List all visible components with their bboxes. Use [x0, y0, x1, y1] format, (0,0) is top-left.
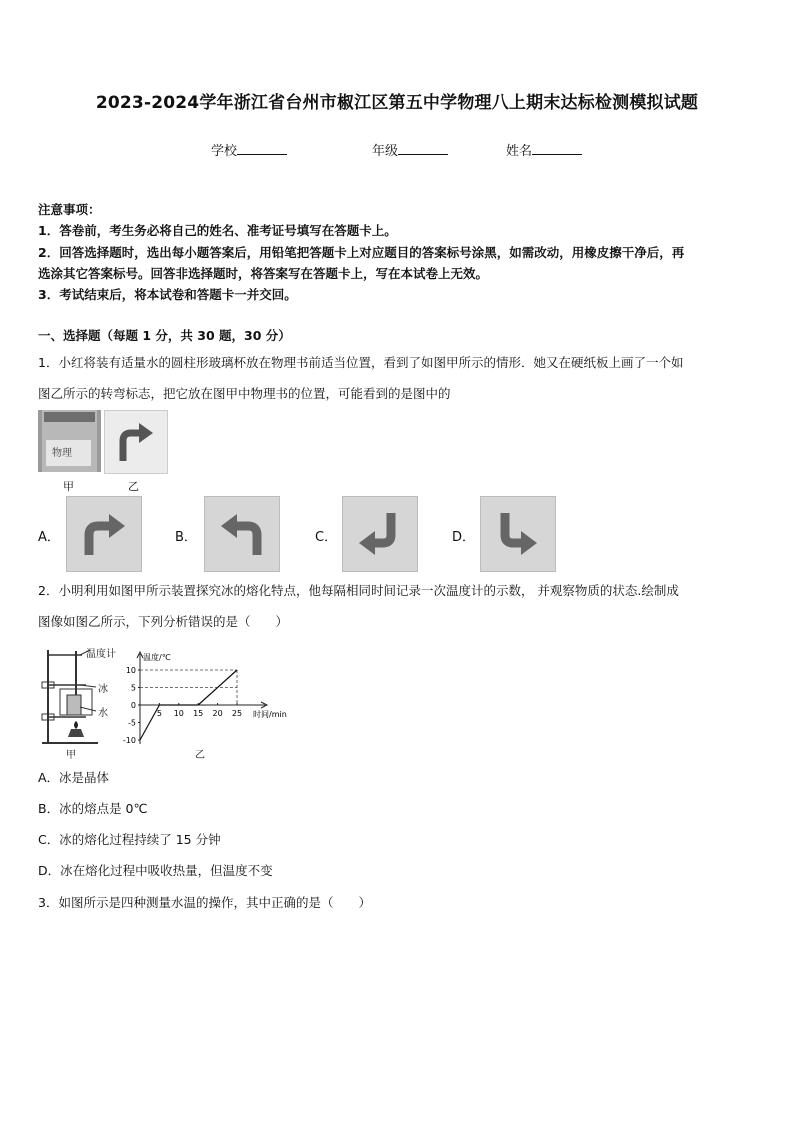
- x-tick-label: 25: [231, 709, 243, 718]
- q1-label-yi: 乙: [128, 480, 139, 493]
- grade-blank: [398, 142, 448, 155]
- name-field: [506, 140, 582, 159]
- y-tick-label: 5: [130, 683, 136, 693]
- school-label: 学校: [211, 144, 238, 159]
- notice-item-2: 2．回答选择题时，选出每小题答案后，用铅笔把答题卡上对应题目的答案标号涂黑，如需改动，用橡皮擦干净后，再: [38, 245, 685, 260]
- y-tick-label: -5: [128, 718, 136, 728]
- name-blank: [532, 142, 582, 155]
- q1-option-a-label: A．: [38, 530, 60, 545]
- school-field: [211, 140, 287, 159]
- turn-left-arrow-icon: [205, 497, 279, 571]
- q1-text-line1: 1．小红将装有适量水的圆柱形玻璃杯放在物理书前适当位置，看到了如图甲所示的情形．她又在硬纸板上画了一个如: [38, 355, 684, 370]
- q1-label-jia: 甲: [63, 480, 74, 493]
- q2-option-b: B．冰的熔点是 0℃: [38, 801, 148, 816]
- x-axis-label: 时间/min: [253, 710, 287, 719]
- q2-temperature-chart: [112, 648, 302, 760]
- x-tick-label: 5: [156, 709, 162, 718]
- school-blank: [237, 142, 287, 155]
- water-label: 水: [98, 708, 108, 719]
- apparatus-caption: 甲: [66, 750, 76, 761]
- q1-option-c-label: C．: [315, 530, 338, 545]
- q1-option-c-image: [342, 496, 418, 572]
- x-tick-label: 10: [173, 709, 184, 718]
- section-heading: 一、选择题（每题 1 分，共 30 题，30 分）: [38, 328, 291, 343]
- y-tick-label: -10: [122, 736, 136, 745]
- grade-label: 年级: [372, 144, 399, 159]
- book-text: 物理: [52, 448, 72, 459]
- down-left-arrow-icon: [343, 497, 417, 571]
- x-tick-label: 15: [193, 709, 204, 718]
- q1-option-d-image: [480, 496, 556, 572]
- q2-option-c: C．冰的熔化过程持续了 15 分钟: [38, 832, 221, 847]
- q3-text-line1: 3．如图所示是四种测量水温的操作，其中正确的是（ ）: [38, 895, 371, 910]
- y-tick-label: 0: [130, 701, 136, 710]
- q2-option-d: D．冰在熔化过程中吸收热量，但温度不变: [38, 863, 273, 878]
- y-axis-label: 温度/℃: [143, 653, 171, 662]
- q1-option-a-image: [66, 496, 142, 572]
- q2-text-line1: 2．小明利用如图甲所示装置探究冰的熔化特点，他每隔相同时间记录一次温度计的示数， 并观察物质的状态.绘制成: [38, 583, 679, 598]
- q1-figure-jia: [38, 410, 101, 472]
- q2-text-line2: 图像如图乙所示，下列分析错误的是（ ）: [38, 614, 289, 629]
- turn-right-arrow-icon: [67, 497, 141, 571]
- q1-option-d-label: D．: [452, 530, 476, 545]
- q1-option-b-image: [204, 496, 280, 572]
- page-title: 2023-2024学年浙江省台州市椒江区第五中学物理八上期末达标检测模拟试题: [95, 93, 699, 113]
- notice-item-2-cont: 选涂其它答案标号。回答非选择题时，将答案写在答题卡上，写在本试卷上无效。: [38, 266, 489, 281]
- ice-label: 冰: [98, 684, 108, 695]
- notice-heading: 注意事项：: [38, 202, 101, 217]
- grade-field: [372, 140, 448, 159]
- name-label: 姓名: [506, 144, 533, 159]
- thermometer-label: 温度计: [86, 649, 116, 660]
- notice-item-1: 1．答卷前，考生务必将自己的姓名、准考证号填写在答题卡上。: [38, 223, 397, 238]
- q1-figure-yi: [104, 410, 168, 474]
- y-tick-label: 10: [125, 666, 136, 675]
- x-tick-label: 20: [212, 709, 223, 718]
- turn-right-sign-icon: [105, 411, 167, 473]
- chart-caption: 乙: [195, 750, 205, 761]
- notice-item-3: 3．考试结束后，将本试卷和答题卡一并交回。: [38, 287, 297, 302]
- q2-option-a: A．冰是晶体: [38, 770, 110, 785]
- down-right-arrow-icon: [481, 497, 555, 571]
- q1-option-b-label: B．: [175, 530, 197, 545]
- q1-text-line2: 图乙所示的转弯标志，把它放在图甲中物理书的位置，可能看到的是图中的: [38, 386, 451, 401]
- glass-rim: [44, 412, 95, 422]
